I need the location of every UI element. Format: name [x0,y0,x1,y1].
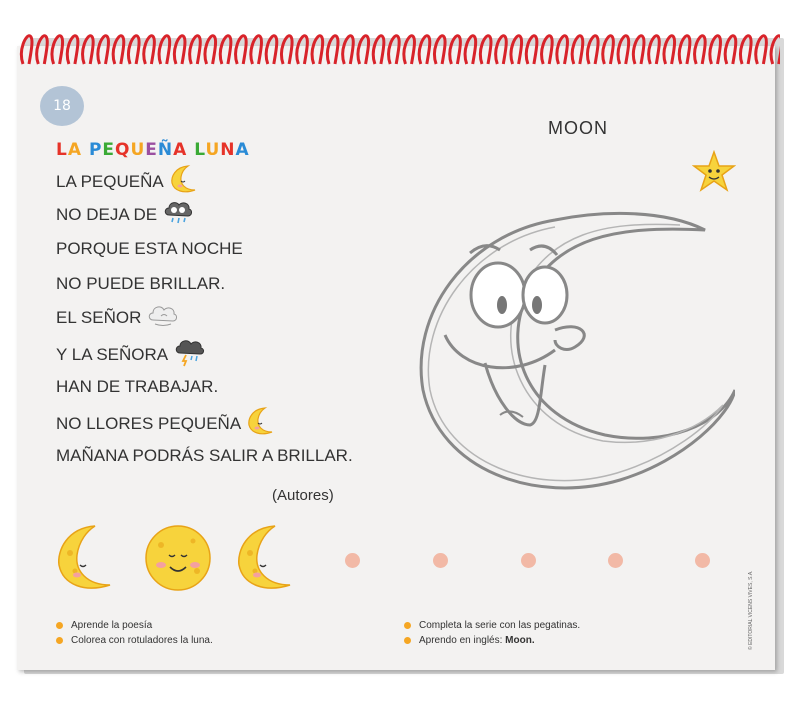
poem-line-text: Y LA SEÑORA [56,344,169,364]
spiral-coil [496,36,507,64]
instruction-left-1: Aprende la poesía [56,620,152,631]
full-moon-sticker-icon [143,523,213,593]
title-letter: L [194,140,206,160]
poem-line-text: NO PUEDE BRILLAR. [56,273,226,293]
sticker-placeholder-dot[interactable] [433,553,448,568]
spiral-coil [649,36,660,64]
poem-line [56,205,193,225]
spiral-coil [419,36,430,64]
title-letter: P [88,140,103,160]
spiral-coil [618,36,629,64]
title-letter: Ñ [157,140,174,160]
spiral-coil [37,36,48,64]
poem-line [56,446,353,466]
spiral-coil [266,36,277,64]
spiral-coil [297,36,308,64]
spiral-coil [373,36,384,64]
instruction-left-2: Colorea con rotuladores la luna. [56,635,213,646]
spiral-coil [21,36,32,64]
spiral-coil [435,36,446,64]
bullet-icon [404,622,411,629]
spiral-coil [480,36,491,64]
spiral-coil [572,36,583,64]
spiral-coil [756,36,767,64]
spiral-coil [236,36,247,64]
spiral-coil [327,36,338,64]
spiral-coil [205,36,216,64]
poem-line [56,412,273,436]
spiral-coil [282,36,293,64]
instruction-right-1: Completa la serie con las pegatinas. [404,620,580,631]
poem-title [56,140,250,160]
poem-line-text: NO DEJA DE [56,204,158,224]
title-letter: L [56,140,68,160]
sticker-placeholder-dot[interactable] [608,553,623,568]
poem-line [56,239,243,259]
title-letter: E [145,140,158,160]
page-number-badge [40,86,84,126]
sticker-placeholder-dot[interactable] [695,553,710,568]
sticker-placeholder-dot[interactable] [345,553,360,568]
spiral-coil [603,36,614,64]
spiral-coil [542,36,553,64]
spiral-binding [15,30,780,70]
spiral-coil [83,36,94,64]
moon-icon [170,164,196,194]
poem-line-text: MAÑANA PODRÁS SALIR A BRILLAR. [56,446,353,465]
title-letter: E [102,140,116,160]
crescent-moon-sticker-icon [235,523,295,593]
bullet-icon [56,622,63,629]
spiral-coil [741,36,752,64]
crescent-moon-sticker-icon [55,523,115,593]
title-letter: U [130,140,146,160]
spiral-coil [251,36,262,64]
spiral-coil [679,36,690,64]
title-letter: U [205,140,221,160]
title-letter: A [67,140,83,160]
storm-cloud-icon [174,337,206,367]
crying-cloud-icon [163,199,193,225]
spiral-coil [404,36,415,64]
page-number: 18 [53,98,71,114]
spiral-coil [511,36,522,64]
spiral-coil [343,36,354,64]
spiral-coil [358,36,369,64]
spiral-coil [220,36,231,64]
spiral-coil [129,36,140,64]
spiral-coil [113,36,124,64]
title-letter: A [235,140,250,160]
moon-icon [247,406,273,436]
spiral-coil [771,36,780,64]
spiral-coil [588,36,599,64]
title-letter: Q [115,140,131,160]
spiral-coil [67,36,78,64]
poem-author: (Autores) [272,487,334,504]
poem-line [56,170,196,194]
poem-line [56,308,179,328]
bullet-icon [56,637,63,644]
spiral-coil [52,36,63,64]
wind-cloud-icon [147,302,179,328]
sticker-placeholder-dot[interactable] [521,553,536,568]
spiral-coil [450,36,461,64]
spiral-coil [710,36,721,64]
coloring-moon-drawing [405,185,735,505]
poem-line [56,377,218,397]
spiral-coil [312,36,323,64]
spiral-coil [465,36,476,64]
spiral-coil [633,36,644,64]
spiral-coil [159,36,170,64]
title-letter: A [173,140,188,160]
poem-line-text: LA PEQUEÑA [56,172,164,191]
spiral-coil [557,36,568,64]
spiral-coil [98,36,109,64]
poem-line [56,343,206,367]
poem-line-text: HAN DE TRABAJAR. [56,377,219,396]
spiral-coil [695,36,706,64]
spiral-coil [664,36,675,64]
moon-heading: MOON [548,118,608,138]
title-letter [82,140,89,160]
spiral-coil [526,36,537,64]
poem-line-text: NO LLORES PEQUEÑA [56,413,242,433]
title-letter: N [220,140,236,160]
bullet-icon [404,637,411,644]
copyright-note: © EDITORIAL VICENS VIVES, S.A. [748,570,754,650]
spiral-coil [725,36,736,64]
spiral-coil [174,36,185,64]
spiral-coil [190,36,201,64]
poem-line-text: EL SEÑOR [56,308,142,327]
poem-line [56,274,225,294]
spiral-coil [144,36,155,64]
spiral-coil [389,36,400,64]
instruction-right-2: Aprendo en inglés: Moon. [404,635,535,646]
poem-line-text: PORQUE ESTA NOCHE [56,239,243,258]
